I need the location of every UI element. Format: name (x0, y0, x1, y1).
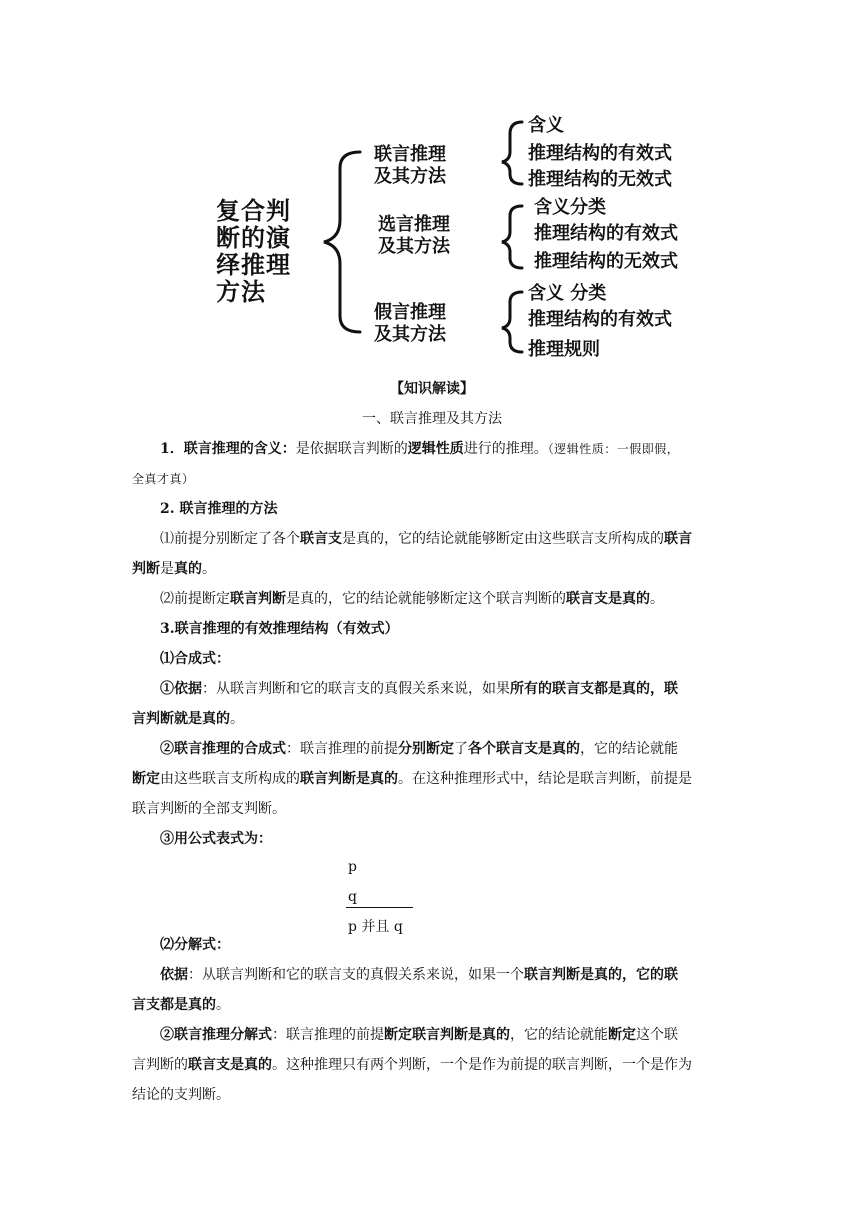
branch2-item: 含义分类 (534, 197, 606, 218)
heading: ⑴合成式： (160, 651, 230, 667)
branch2-item: 推理结构的无效式 (534, 251, 678, 272)
formula-line: p 并且 q (348, 919, 403, 935)
paragraph: ⑵前提断定联言判断是真的，它的结论就能够断定这个联言判断的联言支是真的。 (160, 591, 664, 607)
branch3-item: 推理结构的有效式 (528, 309, 672, 330)
branch1-item: 推理结构的无效式 (528, 169, 672, 190)
paragraph: ②联言推理分解式：联言推理的前提断定联言判断是真的，它的结论就能断定这个联 (160, 1027, 678, 1043)
paragraph: 断定由这些联言支所构成的联言判断是真的。在这种推理形式中，结论是联言判断，前提是 (132, 771, 692, 787)
heading: 3.联言推理的有效推理结构（有效式） (160, 621, 399, 637)
branch1-item: 推理结构的有效式 (528, 143, 672, 164)
branch3-item: 推理规则 (528, 339, 600, 360)
formula-line: p (348, 859, 357, 875)
branch3-title: 假言推理 及其方法 (374, 302, 446, 345)
heading: ③用公式表式为： (160, 831, 272, 847)
paragraph: ②联言推理的合成式：联言推理的前提分别断定了各个联言支是真的，它的结论就能 (160, 741, 678, 757)
paragraph: 联言判断的全部支判断。 (132, 801, 286, 817)
document-body (132, 374, 732, 854)
paragraph: 结论的支判断。 (132, 1087, 230, 1103)
branch2-item: 推理结构的有效式 (534, 223, 678, 244)
formula (348, 852, 403, 942)
document-body-continued (132, 930, 732, 1110)
branch3-brace (502, 292, 522, 352)
branch1-item: 含义 (528, 115, 564, 136)
formula-line: q (348, 889, 357, 905)
paragraph: 言判断就是真的。 (132, 711, 244, 727)
formula-divider (346, 907, 413, 908)
paragraph: 言支都是真的。 (132, 997, 230, 1013)
root-label: 复合判 断的演 绎推理 方法 (216, 197, 291, 306)
paragraph: ⑴前提分别断定了各个联言支是真的，它的结论就能够断定由这些联言支所构成的联言 (160, 531, 692, 547)
paragraph: ①依据：从联言判断和它的联言支的真假关系来说，如果所有的联言支都是真的，联 (160, 681, 678, 697)
concept-diagram (200, 108, 780, 368)
paragraph: 全真才真） (132, 472, 195, 486)
main-brace (324, 152, 360, 332)
branch1-title: 联言推理 及其方法 (374, 144, 446, 187)
heading: ⑵分解式： (160, 937, 230, 953)
paragraph: 1．联言推理的含义：是依据联言判断的逻辑性质进行的推理。（逻辑性质：一假即假， (160, 441, 680, 457)
branch1-brace (502, 122, 522, 184)
branch2-brace (502, 206, 522, 268)
paragraph: 依据：从联言判断和它的联言支的真假关系来说，如果一个联言判断是真的，它的联 (160, 967, 678, 983)
section-title: 【知识解读】 (390, 381, 474, 397)
branch3-item: 含义 分类 (528, 283, 607, 304)
subsection-title: 一、联言推理及其方法 (362, 411, 502, 427)
heading: 2. 联言推理的方法 (160, 501, 278, 517)
branch2-title: 选言推理 及其方法 (378, 214, 450, 257)
paragraph: 判断是真的。 (132, 561, 216, 577)
paragraph: 言判断的联言支是真的。这种推理只有两个判断，一个是作为前提的联言判断，一个是作为 (132, 1057, 692, 1073)
